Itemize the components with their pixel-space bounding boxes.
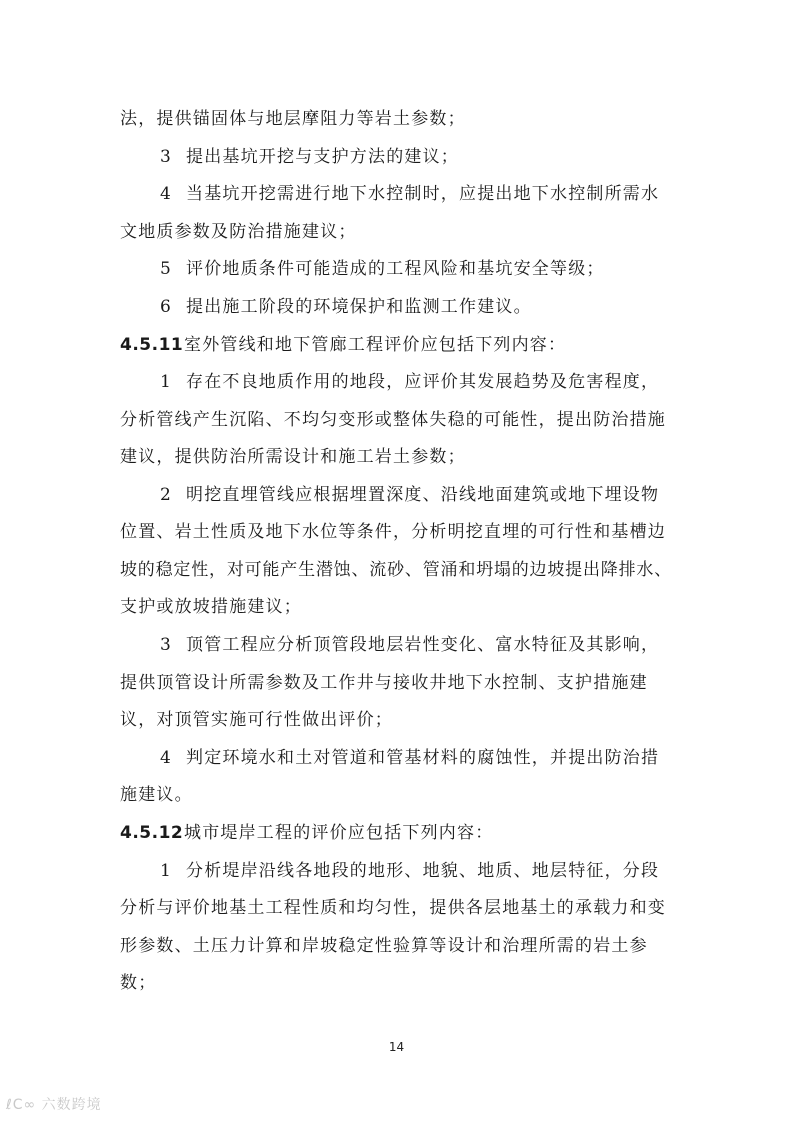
text-line: [0, 139, 793, 175]
continuation-text: 形参数、土压力计算和岸坡稳定性验算等设计和治理所需的岩土参: [120, 936, 648, 956]
item-text: 当基坑开挖需进行地下水控制时，应提出地下水控制所需水: [186, 184, 660, 204]
text-line: [0, 514, 793, 550]
item-text: 提出基坑开挖与支护方法的建议；: [186, 147, 459, 167]
text-line: [0, 327, 793, 363]
text-line: [0, 402, 793, 438]
clause-number: 4.5.12: [120, 823, 184, 843]
continuation-text: 分析管线产生沉陷、不均匀变形或整体失稳的可能性，提出防治措施: [120, 410, 666, 430]
continuation-text: 坡的稳定性，对可能产生潜蚀、流砂、管涌和坍塌的边坡提出降排水、: [120, 560, 672, 580]
item-text: 存在不良地质作用的地段，应评价其发展趋势及危害程度，: [186, 372, 660, 392]
text-line: [0, 965, 793, 1001]
continuation-text: 数；: [120, 973, 157, 993]
clause-number: 4.5.11: [120, 335, 184, 355]
continuation-text: 支护或放坡措施建议；: [120, 597, 302, 617]
item-text: 顶管工程应分析顶管段地层岩性变化、富水特征及其影响，: [186, 635, 660, 655]
text-line: [0, 702, 793, 738]
continuation-text: 建议，提供防治所需设计和施工岩土参数；: [120, 447, 466, 467]
item-text: 提出施工阶段的环境保护和监测工作建议。: [186, 297, 532, 317]
item-number: 4: [160, 184, 173, 204]
watermark: [6, 1094, 102, 1114]
watermark-logo-icon: ℓC∞: [6, 1097, 42, 1113]
text-line: [0, 665, 793, 701]
text-line: [0, 251, 793, 287]
text-line: [0, 740, 793, 776]
continuation-text: 位置、岩土性质及地下水位等条件，分析明挖直埋的可行性和基槽边: [120, 522, 666, 542]
text-line: [0, 214, 793, 250]
item-number: 2: [160, 485, 173, 505]
text-line: [0, 477, 793, 513]
continuation-text: 文地质参数及防治措施建议；: [120, 222, 357, 242]
text-line: [0, 289, 793, 325]
text-line: [0, 439, 793, 475]
clause-heading-text: 室外管线和地下管廊工程评价应包括下列内容：: [184, 335, 567, 355]
text-line: [0, 176, 793, 212]
continuation-text: 提供顶管设计所需参数及工作井与接收井地下水控制、支护措施建: [120, 673, 648, 693]
text-line: [0, 627, 793, 663]
continuation-text: 法，提供锚固体与地层摩阻力等岩土参数；: [120, 109, 466, 129]
text-line: [0, 890, 793, 926]
item-number: 3: [160, 147, 173, 167]
item-text: 评价地质条件可能造成的工程风险和基坑安全等级；: [186, 259, 605, 279]
clause-heading-text: 城市堤岸工程的评价应包括下列内容：: [184, 823, 494, 843]
item-number: 6: [160, 297, 173, 317]
item-number: 4: [160, 748, 173, 768]
item-text: 分析堤岸沿线各地段的地形、地貌、地质、地层特征，分段: [186, 861, 660, 881]
text-line: [0, 364, 793, 400]
item-number: 3: [160, 635, 173, 655]
continuation-text: 分析与评价地基土工程性质和均匀性，提供各层地基土的承载力和变: [120, 898, 666, 918]
text-line: [0, 815, 793, 851]
text-line: [0, 589, 793, 625]
item-number: 1: [160, 372, 173, 392]
item-text: 明挖直埋管线应根据埋置深度、沿线地面建筑或地下埋设物: [186, 485, 660, 505]
continuation-text: 施建议。: [120, 785, 193, 805]
text-line: [0, 777, 793, 813]
text-line: [0, 552, 793, 588]
watermark-text: 六数跨境: [41, 1097, 102, 1113]
text-line: [0, 853, 793, 889]
item-text: 判定环境水和土对管道和管基材料的腐蚀性，并提出防治措: [186, 748, 660, 768]
item-number: 5: [160, 259, 173, 279]
page-number: 14: [388, 1040, 405, 1054]
continuation-text: 议，对顶管实施可行性做出评价；: [120, 710, 393, 730]
item-number: 1: [160, 861, 173, 881]
text-line: [0, 101, 793, 137]
text-line: [0, 928, 793, 964]
